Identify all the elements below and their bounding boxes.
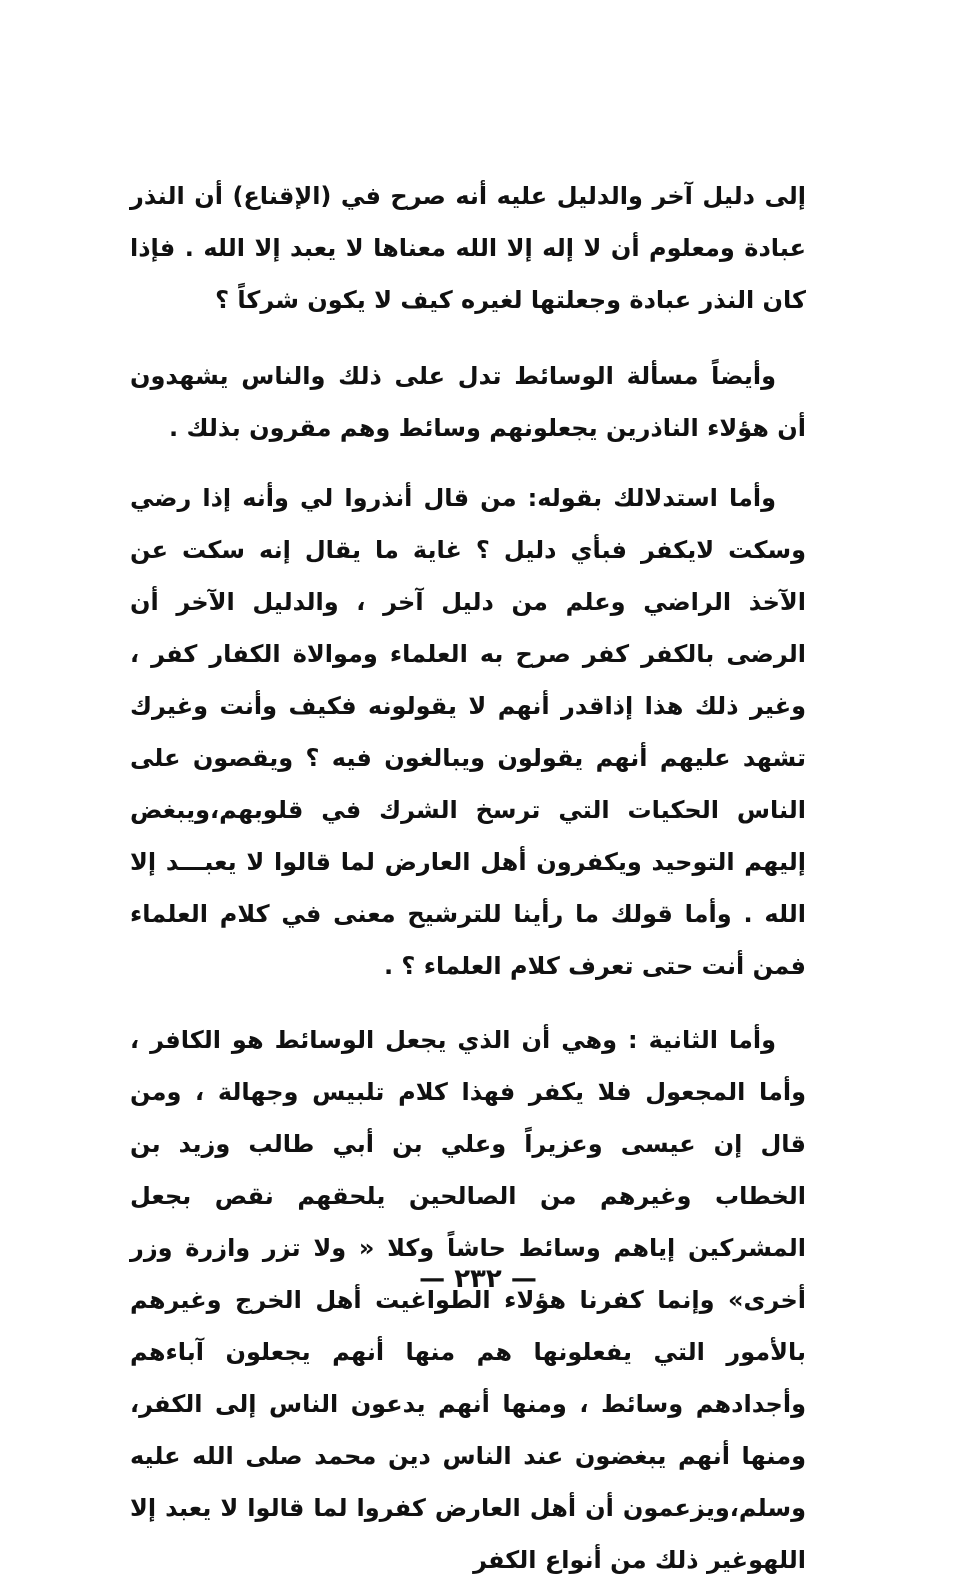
paragraph: إلى دليل آخر والدليل عليه أنه صرح في (الإقناع) أن النذر عبادة ومعلوم أن لا إله إلا الله معناها لا يعبد إلا الله . فإذا كان النذر عبادة وجعلتها لغيره كيف لا يكون شركاً ؟ [130, 182, 806, 314]
page-number: — ٢٣٢ — [419, 1264, 537, 1294]
paragraph: وأما الثانية : وهي أن الذي يجعل الوسائط هو الكافر ، وأما المجعول فلا يكفر فهذا كلام تلبيس وجهالة ، ومن قال إن عيسى وعزيراً وعلي بن أبي طالب وزيد بن الخطاب وغيرهم من الصالحين يلحقهم نقص بجعل المشركين إياهم وسائط حاشاً وكلا « ولا تزر وازرة وزر أخرى» وإنما كفرنا هؤلاء الطواغيت أهل الخرج وغيرهم بالأمور التي يفعلونها هم منها أنهم يجعلون آباءهم وأجدادهم وسائط ، ومنها أنهم يدعون الناس إلى الكفر، ومنها أنهم يبغضون عند الناس دين محمد صلى الله عليه وسلم،ويزعمون أن أهل العارض كفروا لما قالوا لا يعبد إلا اللهوغير ذلك من أنواع الكفر [130, 1026, 806, 1574]
body-text [130, 170, 806, 1586]
paragraph: وأيضاً مسألة الوسائط تدل على ذلك والناس يشهدون أن هؤلاء الناذرين يجعلونهم وسائط وهم مقرون بذلك . [130, 362, 806, 442]
paragraph: وأما استدلالك بقوله: من قال أنذروا لي وأنه إذا رضي وسكت لايكفر فبأي دليل ؟ غاية ما يقال إنه سكت عن الآخذ الراضي وعلم من دليل آخر ، والدليل الآخر أن الرضى بالكفر كفر صرح به العلماء وموالاة الكفار كفر ، وغير ذلك هذا إذاقدر أنهم لا يقولونه فكيف وأنت وغيرك تشهد عليهم أنهم يقولون ويبالغون فيه ؟ ويقصون على الناس الحكيات التي ترسخ الشرك في قلوبهم،ويبغض إليهم التوحيد ويكفرون أهل العارض لما قالوا لا يعبـــد إلا الله . وأما قولك ما رأينا للترشيح معنى في كلام العلماء فمن أنت حتى تعرف كلام العلماء ؟ . [130, 484, 806, 980]
